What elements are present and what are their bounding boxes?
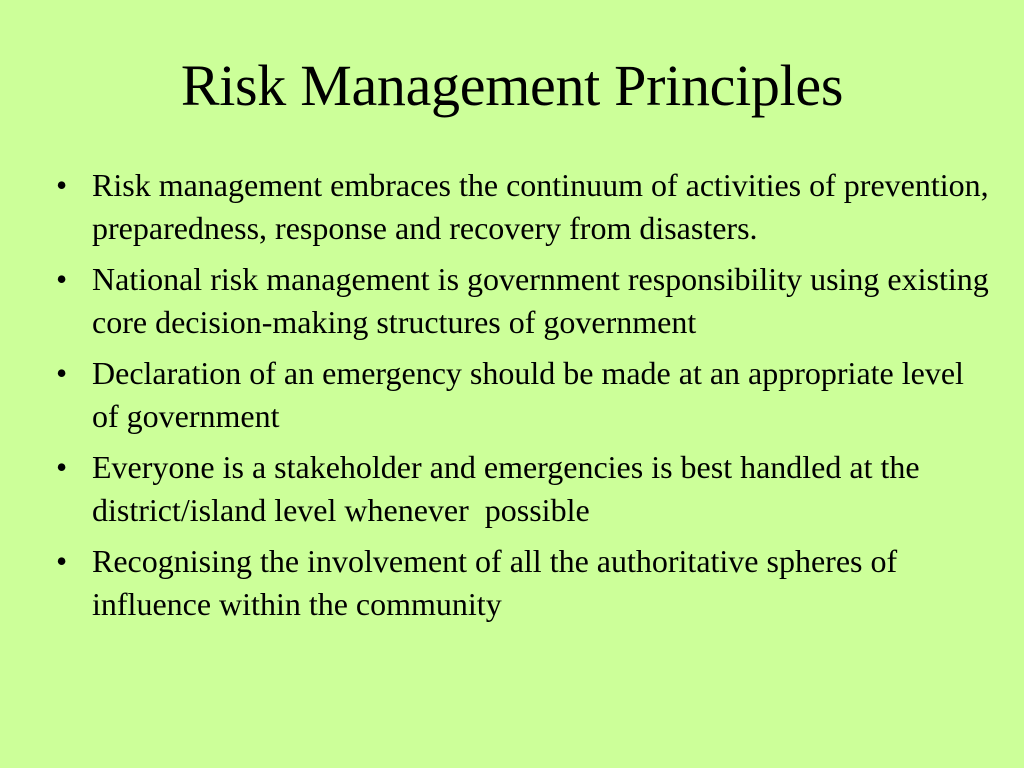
bullet-item	[52, 258, 992, 343]
bullet-item	[52, 352, 992, 437]
bullet-icon: •	[56, 543, 68, 579]
bullet-icon: •	[56, 355, 68, 391]
bullet-text: Declaration of an emergency should be made at an appropriate level of government	[92, 355, 964, 434]
bullet-list	[52, 164, 992, 634]
bullet-text: Everyone is a stakeholder and emergencies is best handled at the district/island level whenever possible	[92, 449, 928, 528]
bullet-text: Recognising the involvement of all the authoritative spheres of influence within the community	[92, 543, 898, 622]
bullet-text: Risk management embraces the continuum of activities of prevention, preparedness, response and recovery from disasters.	[92, 167, 989, 246]
bullet-item	[52, 164, 992, 249]
slide-title: Risk Management Principles	[180, 53, 844, 118]
bullet-icon: •	[56, 449, 68, 485]
bullet-text: National risk management is government responsibility using existing core decision-making structures of government	[92, 261, 989, 340]
bullet-item	[52, 446, 992, 531]
bullet-item	[52, 540, 992, 625]
bullet-icon: •	[56, 167, 68, 203]
bullet-icon: •	[56, 261, 68, 297]
